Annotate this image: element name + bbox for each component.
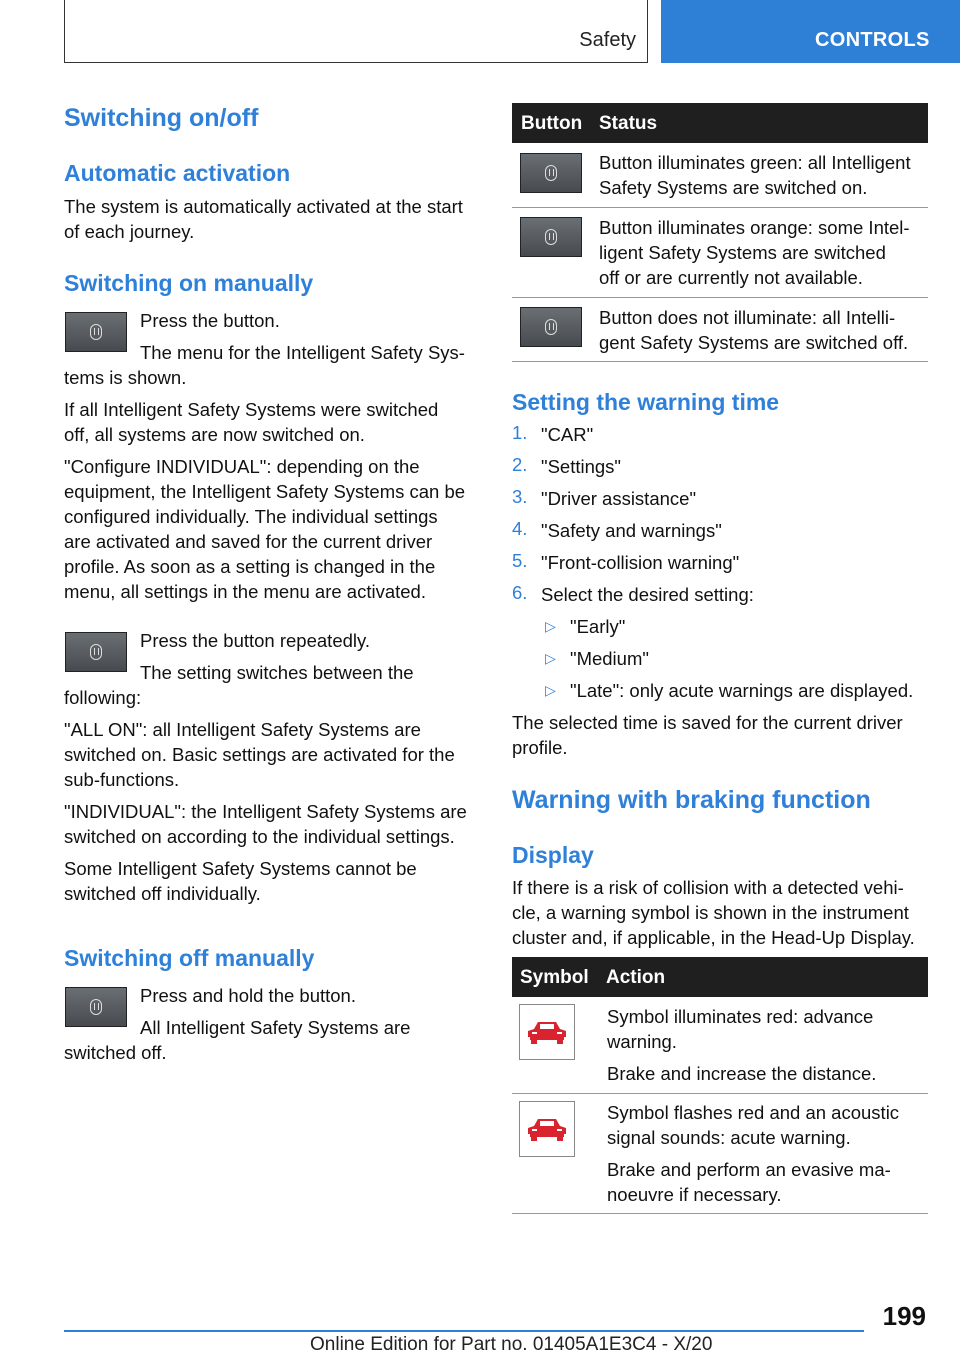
on-menu-1: The menu for the Intelligent Safety Sys-: [140, 342, 465, 363]
status-row-2-line-3: off or are currently not available.: [599, 267, 863, 288]
step-1: "CAR": [541, 424, 594, 445]
table-divider: [512, 207, 928, 208]
symbol-table-header: [512, 957, 928, 997]
status-table-header: [512, 103, 928, 143]
col-symbol: Symbol: [520, 967, 589, 988]
auto-text-1: The system is automatically activated at the start: [64, 196, 463, 217]
rep-1: The setting switches between the: [140, 662, 414, 683]
status-row-2-line-2: ligent Safety Systems are switched: [599, 242, 886, 263]
button-green-image: [520, 153, 582, 193]
button-orange-image: [520, 217, 582, 257]
step-5: "Front-collision warning": [541, 552, 740, 573]
sym-row-1-line-3: Brake and increase the distance.: [607, 1063, 877, 1084]
safety-button-image: [65, 987, 127, 1027]
bullet-triangle-icon: ▷: [545, 650, 556, 666]
step-number: 3.: [512, 486, 528, 507]
safety-button-image: [65, 312, 127, 352]
table-divider: [512, 1093, 928, 1094]
intelligent-safety-icon: [545, 165, 557, 181]
step-number: 4.: [512, 518, 528, 539]
sym-row-2-line-4: noeuvre if necessary.: [607, 1184, 782, 1205]
rep-press: Press the button repeatedly.: [140, 630, 371, 651]
on-if-2: off, all systems are now switched on.: [64, 424, 365, 445]
step-6: Select the desired setting:: [541, 584, 754, 605]
saved-1: The selected time is saved for the current driver: [512, 712, 903, 733]
button-off-image: [520, 307, 582, 347]
intelligent-safety-icon: [545, 319, 557, 335]
step-3: "Driver assistance": [541, 488, 697, 509]
on-if-1: If all Intelligent Safety Systems were switched: [64, 399, 439, 420]
step-2: "Settings": [541, 456, 621, 477]
ind-1: "INDIVIDUAL": the Intelligent Safety Systems are: [64, 801, 467, 822]
intelligent-safety-icon: [545, 229, 557, 245]
sym-row-2-line-1: Symbol flashes red and an acoustic: [607, 1102, 900, 1123]
sym-row-2-line-2: signal sounds: acute warning.: [607, 1127, 851, 1148]
intelligent-safety-icon: [90, 644, 102, 660]
display-heading: Display: [512, 842, 594, 868]
bullet-triangle-icon: ▷: [545, 618, 556, 634]
intelligent-safety-icon: [90, 324, 102, 340]
status-row-3-line-2: gent Safety Systems are switched off.: [599, 332, 909, 353]
cfg-3: configured individually. The individual settings: [64, 506, 438, 527]
cfg-2: equipment, the Intelligent Safety Systems can be: [64, 481, 466, 502]
cfg-1: "Configure INDIVIDUAL": depending on the: [64, 456, 420, 477]
footer-rule: [64, 1330, 864, 1332]
ind-2: switched on according to the individual settings.: [64, 826, 455, 847]
option-medium: "Medium": [570, 648, 649, 669]
step-number: 5.: [512, 550, 528, 571]
table-divider: [512, 1213, 928, 1214]
off-2: switched off.: [64, 1042, 167, 1063]
disp-2: cle, a warning symbol is shown in the instrument: [512, 902, 909, 923]
page-number: 199: [882, 1301, 926, 1331]
header-section: Safety: [579, 29, 636, 51]
step-4: "Safety and warnings": [541, 520, 722, 541]
table-divider: [512, 361, 928, 362]
header-tab-controls[interactable]: CONTROLS: [661, 0, 960, 63]
status-row-1-line-2: Safety Systems are switched on.: [599, 177, 868, 198]
auto-text-2: of each journey.: [64, 221, 195, 242]
sym-row-2-line-3: Brake and perform an evasive ma-: [607, 1159, 891, 1180]
on-menu-2: tems is shown.: [64, 367, 187, 388]
some-2: switched off individually.: [64, 883, 261, 904]
off-heading: Switching off manually: [64, 945, 315, 971]
on-press: Press the button.: [140, 310, 280, 331]
sym-row-1-line-1: Symbol illuminates red: advance: [607, 1006, 874, 1027]
on-heading: Switching on manually: [64, 270, 314, 296]
bullet-triangle-icon: ▷: [545, 682, 556, 698]
status-row-3-line-1: Button does not illuminate: all Intelli-: [599, 307, 896, 328]
some-1: Some Intelligent Safety Systems cannot be: [64, 858, 417, 879]
cfg-4: are activated and saved for the current driver: [64, 531, 433, 552]
header-box: [64, 0, 648, 63]
braking-heading: Warning with braking function: [512, 786, 871, 814]
section-title: Switching on/off: [64, 104, 259, 132]
status-row-2-line-1: Button illuminates orange: some Intel-: [599, 217, 910, 238]
warning-time-heading: Setting the warning time: [512, 389, 780, 415]
intelligent-safety-icon: [90, 999, 102, 1015]
option-early: "Early": [570, 616, 626, 637]
all-1: "ALL ON": all Intelligent Safety Systems are: [64, 719, 421, 740]
all-2: switched on. Basic settings are activated for the: [64, 744, 455, 765]
off-1: All Intelligent Safety Systems are: [140, 1017, 411, 1038]
table-divider: [512, 297, 928, 298]
auto-heading: Automatic activation: [64, 160, 291, 186]
step-number: 2.: [512, 454, 528, 475]
red-car-icon: [520, 1005, 574, 1059]
step-number: 1.: [512, 422, 528, 443]
option-late: "Late": only acute warnings are displayed.: [570, 680, 914, 701]
footer-edition: Online Edition for Part no. 01405A1E3C4 - X/20: [310, 1334, 713, 1355]
red-car-icon: [520, 1102, 574, 1156]
disp-1: If there is a risk of collision with a detected vehi-: [512, 877, 904, 898]
all-3: sub-functions.: [64, 769, 180, 790]
off-press: Press and hold the button.: [140, 985, 356, 1006]
step-number: 6.: [512, 582, 528, 603]
rep-2: following:: [64, 687, 142, 708]
cfg-5: profile. As soon as a setting is changed in the: [64, 556, 436, 577]
saved-2: profile.: [512, 737, 568, 758]
col-status: Status: [599, 113, 658, 134]
safety-button-image: [65, 632, 127, 672]
sym-row-1-line-2: warning.: [607, 1031, 677, 1052]
status-row-1-line-1: Button illuminates green: all Intelligent: [599, 152, 911, 173]
warning-car-symbol-flashing: [519, 1101, 575, 1157]
warning-car-symbol: [519, 1004, 575, 1060]
col-action: Action: [606, 967, 666, 988]
cfg-6: menu, all settings in the menu are activated.: [64, 581, 426, 602]
col-button: Button: [521, 113, 583, 134]
disp-3: cluster and, if applicable, in the Head-Up Display.: [512, 927, 915, 948]
